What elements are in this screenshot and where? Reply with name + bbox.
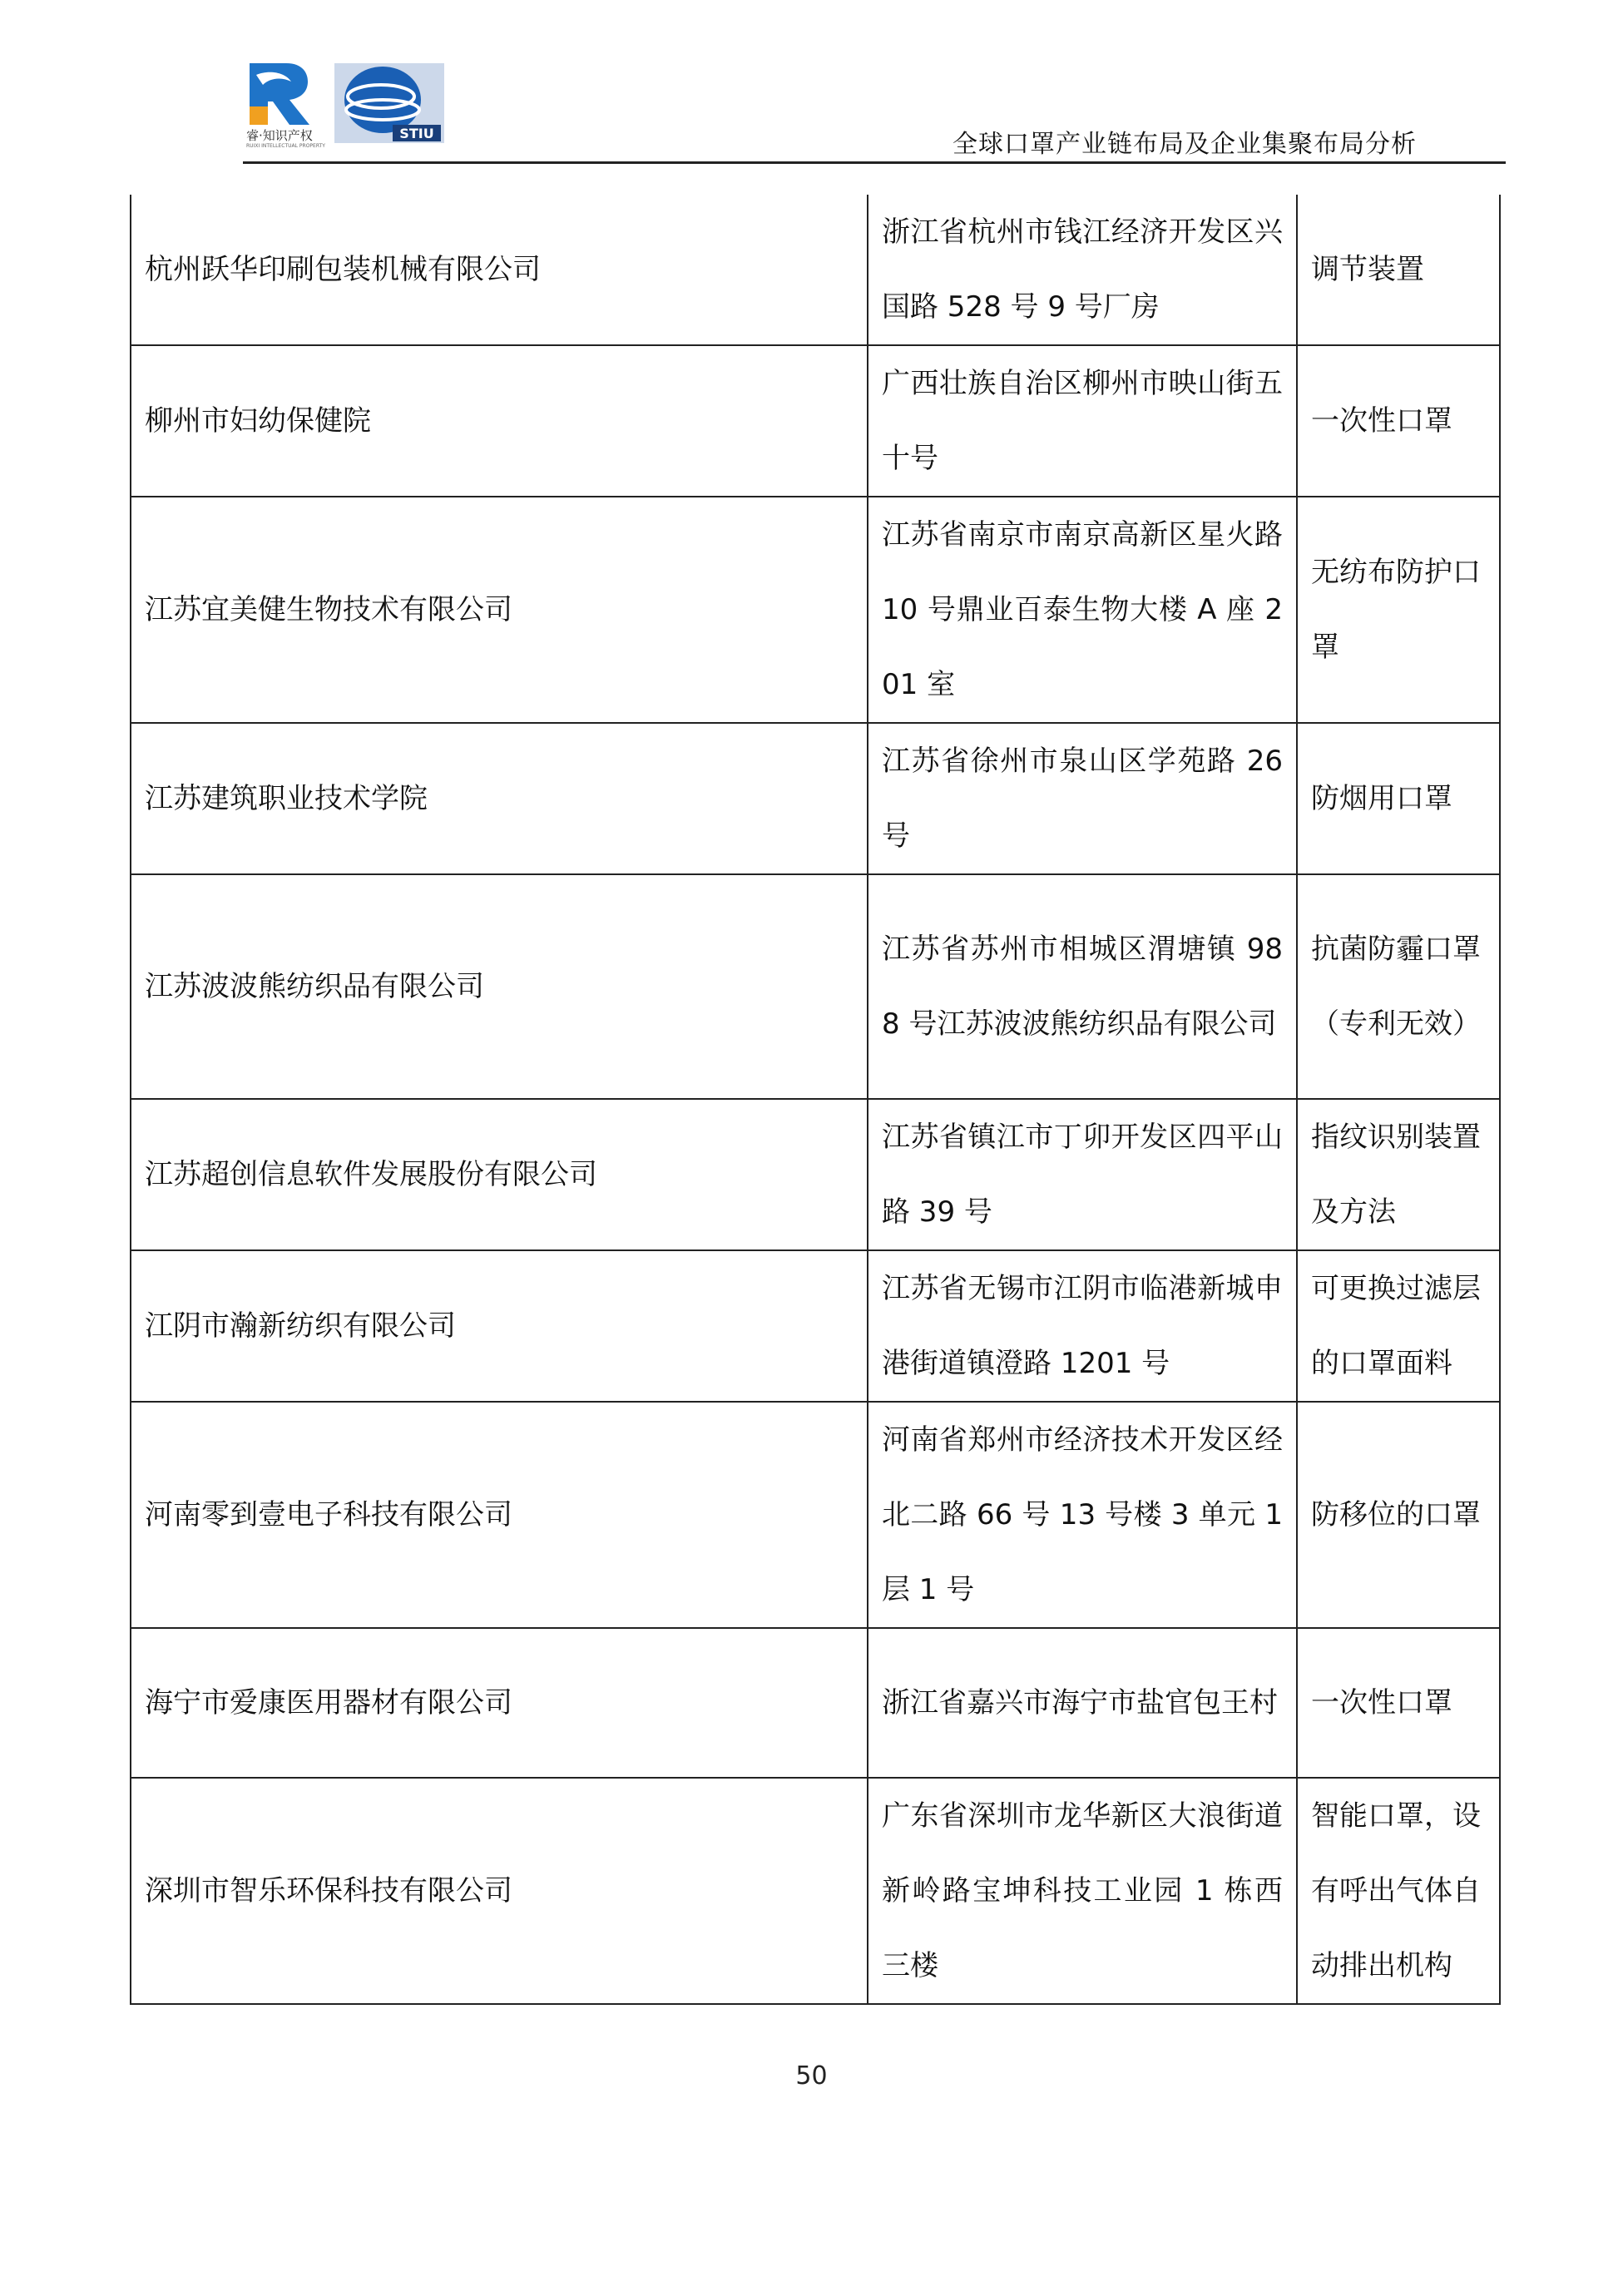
header-divider xyxy=(243,161,1506,164)
page-header xyxy=(0,0,1623,166)
company-cell: 河南零到壹电子科技有限公司 xyxy=(131,1402,868,1628)
logo-text: 睿·知识产权 xyxy=(246,128,313,143)
address-cell: 浙江省嘉兴市海宁市盐官包王村 xyxy=(868,1628,1297,1778)
address-cell: 江苏省镇江市丁卯开发区四平山路 39 号 xyxy=(868,1099,1297,1250)
table-row xyxy=(131,195,1500,345)
address-cell: 浙江省杭州市钱江经济开发区兴国路 528 号 9 号厂房 xyxy=(868,195,1297,345)
address-cell: 河南省郑州市经济技术开发区经北二路 66 号 13 号楼 3 单元 1 层 1 号 xyxy=(868,1402,1297,1628)
logo-stiu-text: STIU xyxy=(399,126,434,141)
company-cell: 杭州跃华印刷包装机械有限公司 xyxy=(131,195,868,345)
table-row xyxy=(131,1778,1500,2004)
product-cell: 一次性口罩 xyxy=(1297,1628,1500,1778)
table-row xyxy=(131,497,1500,723)
logo-subtext: RUIXI INTELLECTUAL PROPERTY xyxy=(246,143,325,149)
product-cell: 抗菌防霾口罩（专利无效） xyxy=(1297,874,1500,1099)
product-cell: 调节装置 xyxy=(1297,195,1500,345)
address-cell: 江苏省苏州市相城区渭塘镇 988 号江苏波波熊纺织品有限公司 xyxy=(868,874,1297,1099)
company-cell: 深圳市智乐环保科技有限公司 xyxy=(131,1778,868,2004)
company-cell: 柳州市妇幼保健院 xyxy=(131,345,868,497)
product-cell: 一次性口罩 xyxy=(1297,345,1500,497)
page-number: 50 xyxy=(795,2061,828,2091)
stiu-globe-logo-icon xyxy=(334,63,444,143)
company-cell: 海宁市爱康医用器材有限公司 xyxy=(131,1628,868,1778)
address-cell: 江苏省无锡市江阴市临港新城申港街道镇澄路 1201 号 xyxy=(868,1250,1297,1402)
product-cell: 无纺布防护口罩 xyxy=(1297,497,1500,723)
product-cell: 智能口罩，设有呼出气体自动排出机构 xyxy=(1297,1778,1500,2004)
company-cell: 江阴市瀚新纺织有限公司 xyxy=(131,1250,868,1402)
table-row xyxy=(131,723,1500,874)
product-cell: 可更换过滤层的口罩面料 xyxy=(1297,1250,1500,1402)
table-row xyxy=(131,874,1500,1099)
document-title: 全球口罩产业链布局及企业集聚布局分析 xyxy=(953,130,1417,159)
company-cell: 江苏超创信息软件发展股份有限公司 xyxy=(131,1099,868,1250)
product-cell: 指纹识别装置及方法 xyxy=(1297,1099,1500,1250)
table-row xyxy=(131,1250,1500,1402)
table-row xyxy=(131,1099,1500,1250)
company-cell: 江苏宜美健生物技术有限公司 xyxy=(131,497,868,723)
address-cell: 广西壮族自治区柳州市映山街五十号 xyxy=(868,345,1297,497)
product-cell: 防移位的口罩 xyxy=(1297,1402,1500,1628)
company-cell: 江苏波波熊纺织品有限公司 xyxy=(131,874,868,1099)
table-row xyxy=(131,1402,1500,1628)
address-cell: 江苏省南京市南京高新区星火路 10 号鼎业百泰生物大楼 A 座 201 室 xyxy=(868,497,1297,723)
address-cell: 江苏省徐州市泉山区学苑路 26 号 xyxy=(868,723,1297,874)
table-row xyxy=(131,345,1500,497)
table-row xyxy=(131,1628,1500,1778)
company-cell: 江苏建筑职业技术学院 xyxy=(131,723,868,874)
company-table xyxy=(130,195,1501,2005)
product-cell: 防烟用口罩 xyxy=(1297,723,1500,874)
address-cell: 广东省深圳市龙华新区大浪街道新岭路宝坤科技工业园 1 栋西三楼 xyxy=(868,1778,1297,2004)
